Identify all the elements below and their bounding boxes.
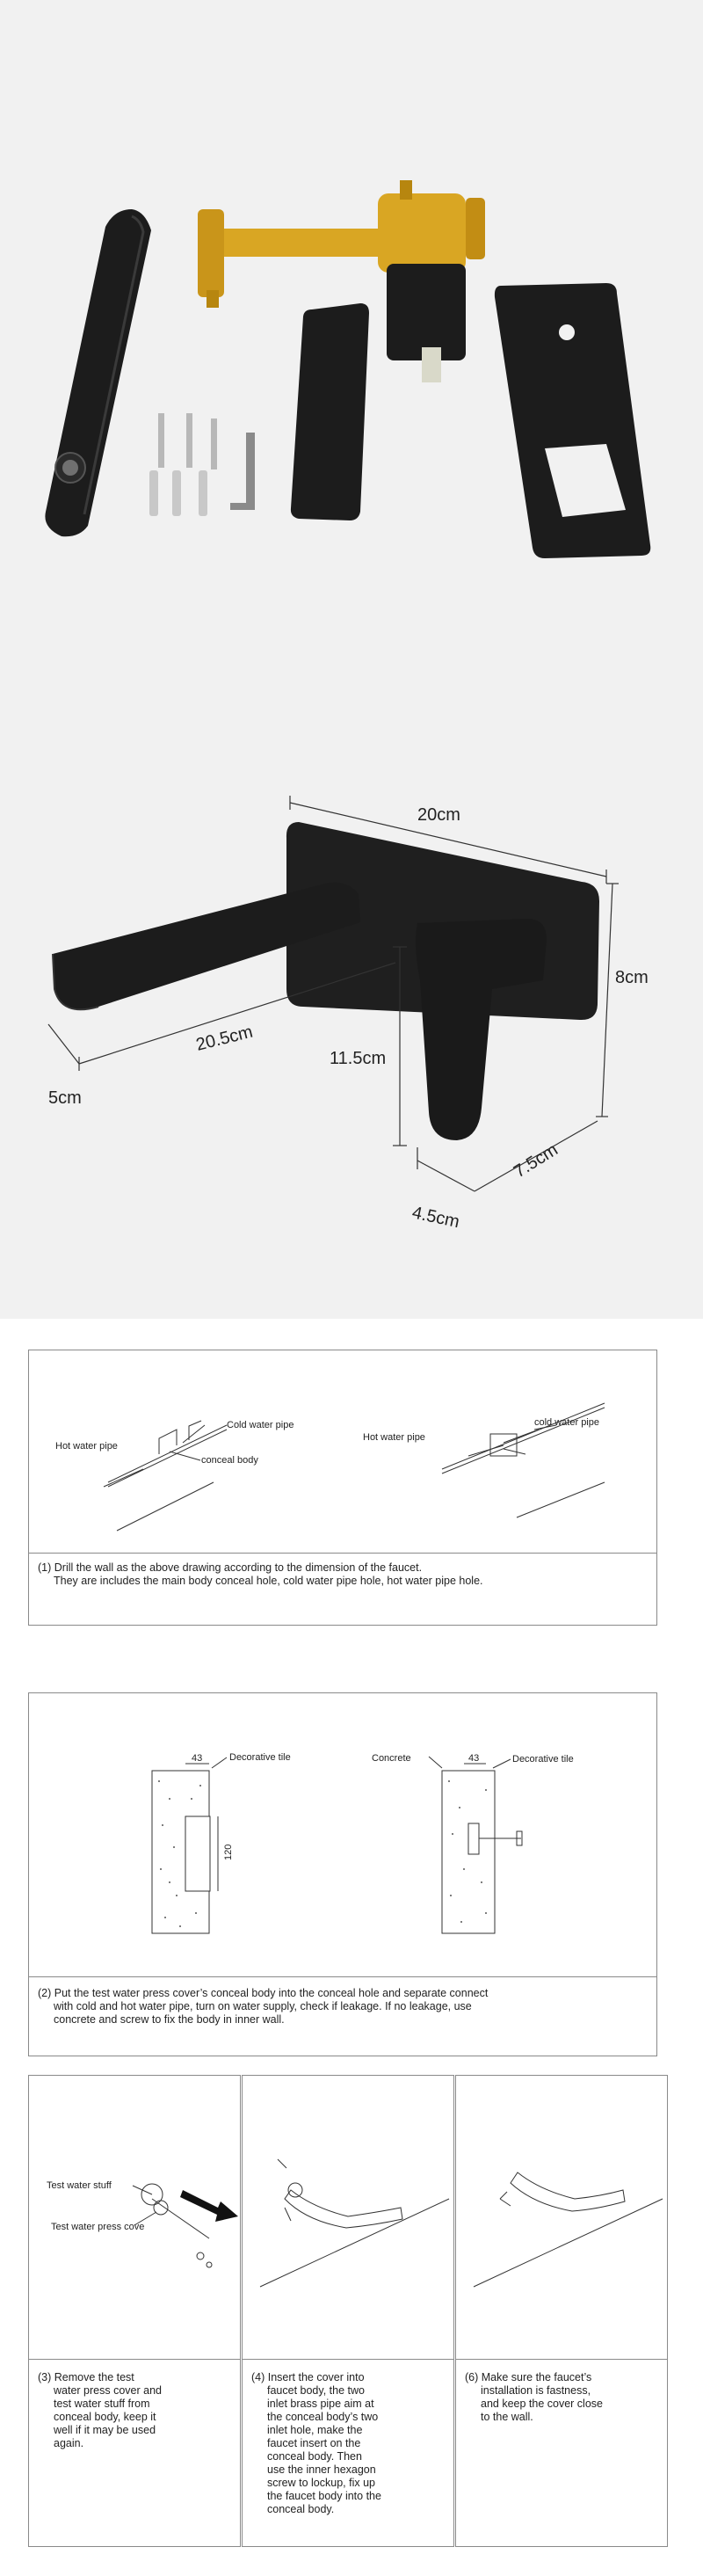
step4-drawing xyxy=(243,2076,453,2357)
step3-caption-2: test water stuff from xyxy=(54,2398,150,2410)
step6-drawing xyxy=(456,2076,667,2357)
step4-caption-9: the faucet body into the xyxy=(267,2490,381,2502)
step3-stuff-label: Test water stuff xyxy=(47,2180,112,2191)
step1-caption-line2: They are includes the main body conceal hole, cold water pipe hole, hot water pipe hole. xyxy=(54,1575,483,1587)
wall-cover-plate-part xyxy=(495,283,650,558)
step3-frame xyxy=(28,2075,241,2547)
step3-caption-4: well if it may be used xyxy=(54,2424,156,2436)
dim-handle-height-label: 11.5cm xyxy=(330,1049,387,1068)
faucet-handle xyxy=(416,919,547,1140)
dim-spout-width-label: 5cm xyxy=(48,1088,82,1108)
step1-right-hot-label: Hot water pipe xyxy=(363,1432,425,1443)
dim-plate-offset-label: 4.5cm xyxy=(409,1203,461,1233)
step3-drawing xyxy=(29,2076,240,2357)
step1-caption-line1: (1) Drill the wall as the above drawing according to the dimension of the faucet. xyxy=(38,1561,423,1574)
step6-caption-1: installation is fastness, xyxy=(481,2384,591,2397)
step4-caption-1: faucet body, the two xyxy=(267,2384,365,2397)
parts-photo xyxy=(0,0,703,620)
step4-caption-3: the conceal body’s two xyxy=(267,2411,379,2423)
step3-caption-0: (3) Remove the test xyxy=(38,2371,134,2383)
step1-drawing xyxy=(29,1350,656,1553)
dim-width-label: 20cm xyxy=(417,805,460,825)
step4-caption-0: (4) Insert the cover into xyxy=(251,2371,365,2383)
dim-depth-label: 7.5cm xyxy=(510,1139,562,1182)
step3-caption-1: water press cover and xyxy=(54,2384,162,2397)
step2-drawing xyxy=(29,1693,656,1976)
step2-right-concrete-label: Concrete xyxy=(372,1753,411,1764)
step4-frame xyxy=(242,2075,454,2547)
handle-plate-part xyxy=(291,303,369,520)
step4-caption-2: inlet brass pipe aim at xyxy=(267,2398,374,2410)
step1-right-cold-label: cold water pipe xyxy=(534,1417,599,1428)
step2-caption-line3: concrete and screw to fix the body in inner wall. xyxy=(54,2013,285,2026)
step2-frame xyxy=(28,1692,657,2056)
step4-caption-4: inlet hole, make the xyxy=(267,2424,363,2436)
step6-frame xyxy=(455,2075,668,2547)
step6-caption-3: to the wall. xyxy=(481,2411,533,2423)
step3-caption-3: conceal body, keep it xyxy=(54,2411,156,2423)
step1-frame xyxy=(28,1350,657,1626)
step4-caption-10: conceal body. xyxy=(267,2503,335,2515)
step2-left-dim-side: 120 xyxy=(223,1844,234,1860)
step1-left-hot-label: Hot water pipe xyxy=(55,1441,118,1452)
step6-caption-0: (6) Make sure the faucet’s xyxy=(465,2371,592,2383)
step1-left-cold-label: Cold water pipe xyxy=(227,1420,294,1430)
dim-spout-length-label: 20.5cm xyxy=(193,1022,255,1055)
step2-caption-line1: (2) Put the test water press cover’s conceal body into the conceal hole and separate connect xyxy=(38,1987,489,1999)
dimension-drawing xyxy=(0,620,703,1319)
step2-left-dim-top: 43 xyxy=(192,1753,203,1764)
step3-cover-label: Test water press cove xyxy=(51,2222,145,2232)
screws-and-anchors xyxy=(149,413,255,516)
step2-left-tile-label: Decorative tile xyxy=(229,1752,291,1763)
parts-photo-panel xyxy=(0,0,703,620)
spout-part xyxy=(45,209,151,536)
step6-caption-2: and keep the cover close xyxy=(481,2398,603,2410)
dimensions-panel xyxy=(0,620,703,1319)
step4-caption-5: faucet insert on the xyxy=(267,2437,361,2449)
step1-left-body-label: conceal body xyxy=(201,1455,258,1466)
step4-caption-6: conceal body. Then xyxy=(267,2450,362,2463)
step3-arrow-icon xyxy=(180,2190,238,2222)
dim-height-label: 8cm xyxy=(615,968,649,987)
step4-caption-8: screw to lockup, fix up xyxy=(267,2477,375,2489)
step2-right-dim-top: 43 xyxy=(468,1753,480,1764)
step2-caption-line2: with cold and hot water pipe, turn on water supply, check if leakage. If no leakage, use xyxy=(54,2000,472,2012)
step2-right-tile-label: Decorative tile xyxy=(512,1754,574,1765)
step3-caption-5: again. xyxy=(54,2437,84,2449)
step4-caption-7: use the inner hexagon xyxy=(267,2463,376,2476)
